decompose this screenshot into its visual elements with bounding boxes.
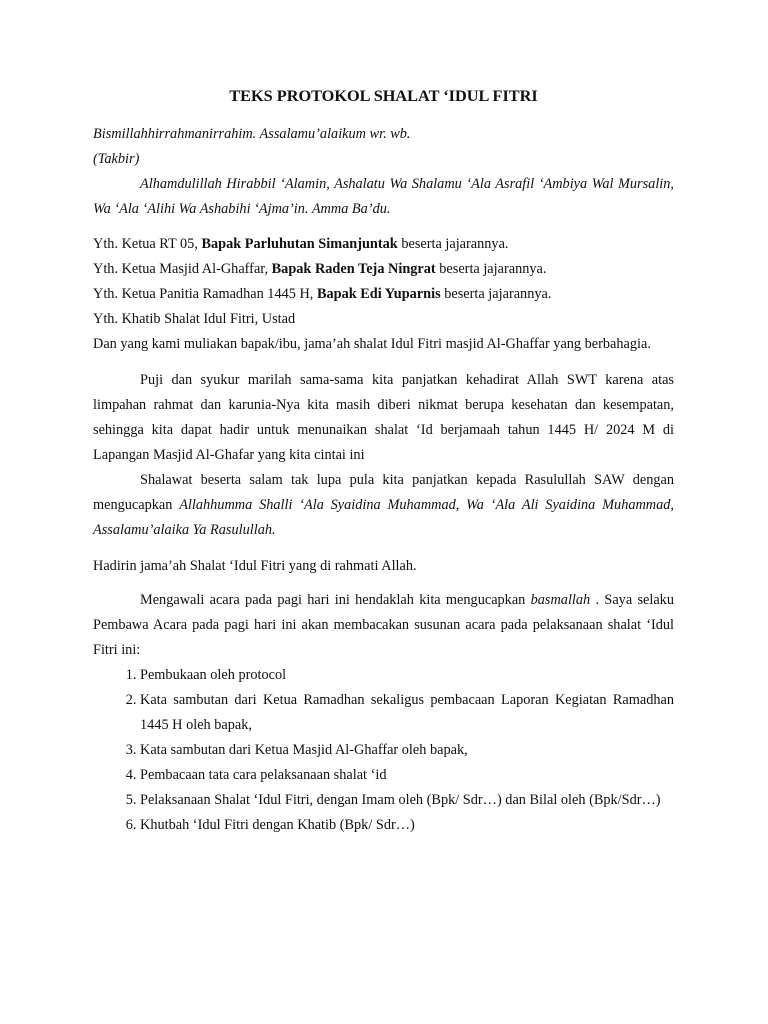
agenda-item: 1. Pembukaan oleh protocol [140,663,674,688]
shalawat-prayer: Allahhumma Shalli ‘Ala Syaidina Muhammad, Wa ‘Ala Ali Syaidina Muhammad, Assalamu’alaika Ya Rasulullah. [93,497,675,538]
greeting-suffix: beserta jajarannya. [435,261,547,277]
greeting-prefix: Yth. Ketua RT 05, [93,236,202,252]
greeting-line [93,307,674,332]
agenda-item: 3. Kata sambutan dari Ketua Masjid Al-Ghaffar oleh bapak, [140,738,674,763]
agenda-item: 4. Pembacaan tata cara pelaksanaan shalat ‘id [140,763,674,788]
intro-basmallah: basmallah [530,592,591,608]
greeting-prefix: Yth. Khatib Shalat Idul Fitri, Ustad [93,311,296,327]
greeting-prefix: Yth. Ketua Masjid Al-Ghaffar, [93,261,272,277]
agenda-item: 5. Pelaksanaan Shalat ‘Idul Fitri, dengan Imam oleh (Bpk/ Sdr…) dan Bilal oleh (Bpk/Sdr…) [140,788,674,813]
agenda-item: 6. Khutbah ‘Idul Fitri dengan Khatib (Bpk/ Sdr…) [140,813,674,838]
intro-text-cont: . Saya selaku Pembawa Acara pada pagi hari ini akan membacakan susunan acara pada pelaksanaan shalat ‘Idul Fitri ini: [93,592,674,658]
praise-paragraph: Puji dan syukur marilah sama-sama kita panjatkan kehadirat Allah SWT karena atas limpahan rahmat dan karunia-Nya kita masih diberi nikmat berupa kesehatan dan kesempatan, sehingga kita dapat hadir untuk menunaikan shalat ‘Id berjamaah tahun 1445 H/ 2024 M di Lapangan Masjid Al-Ghafar yang kita cintai ini [93,372,674,463]
greeting-line [93,257,674,282]
intro-paragraph [93,588,674,663]
opening-hamdalah: Alhamdulillah Hirabbil ‘Alamin, Ashalatu Wa Shalamu ‘Ala Asrafil ‘Ambiya Wal Mursalin, Wa ‘Ala ‘Alihi Wa Ashabihi ‘Ajma’in. Amma Ba’du. [93,176,674,217]
audience-address: Hadirin jama’ah Shalat ‘Idul Fitri yang di rahmati Allah. [93,558,417,574]
greeting-name: Bapak Edi Yuparnis [316,286,441,302]
greeting-name: Bapak Parluhutan Simanjuntak [201,236,398,252]
document-title: TEKS PROTOKOL SHALAT ‘IDUL FITRI [229,86,538,105]
greeting-line [93,282,674,307]
greeting-name: Bapak Raden Teja Ningrat [271,261,436,277]
greeting-line [93,232,674,257]
greeting-suffix: beserta jajarannya. [440,286,552,302]
shalawat-text: Shalawat beserta salam tak lupa pula kita panjatkan kepada Rasulullah SAW dengan mengucapkan [93,472,674,513]
opening-takbir: (Takbir) [93,151,140,167]
greeting-suffix: beserta jajarannya. [397,236,509,252]
agenda-list [93,663,674,838]
greetings-list [93,232,674,332]
greeting-prefix: Yth. Ketua Panitia Ramadhan 1445 H, [93,286,317,302]
agenda-item: 2. Kata sambutan dari Ketua Ramadhan sekaligus pembacaan Laporan Kegiatan Ramadhan 1445 H oleh bapak, [140,688,674,738]
document-body [93,84,674,838]
shalawat-paragraph [93,468,674,543]
opening-basmalah: Bismillahhirrahmanirrahim. Assalamu’alaikum wr. wb. [93,126,411,142]
intro-text: Mengawali acara pada pagi hari ini hendaklah kita mengucapkan [140,592,531,608]
honored-guests: Dan yang kami muliakan bapak/ibu, jama’ah shalat Idul Fitri masjid Al-Ghaffar yang berbahagia. [93,336,651,352]
